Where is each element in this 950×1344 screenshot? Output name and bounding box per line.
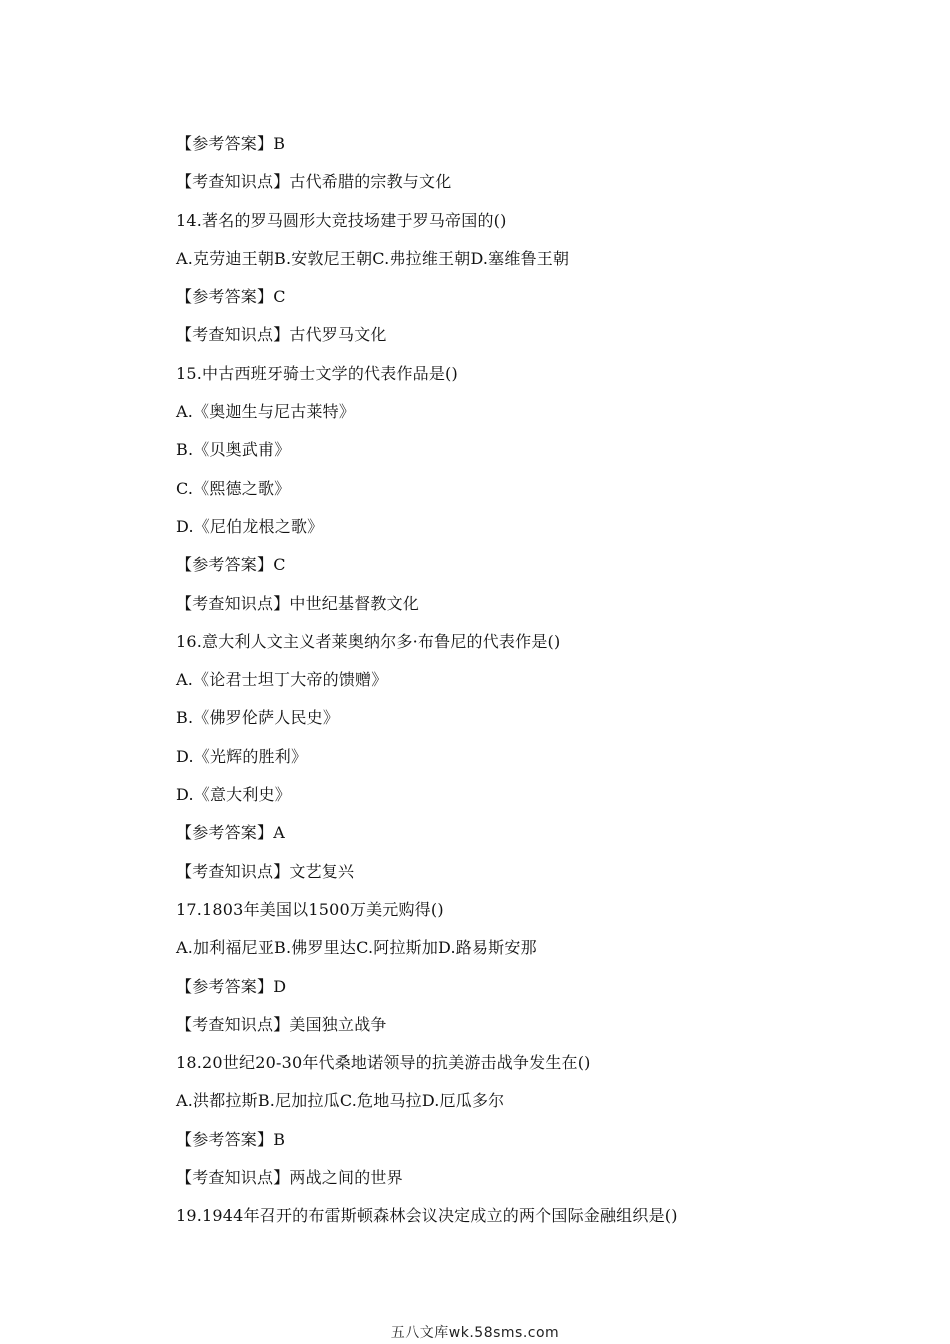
question-17-options: A.加利福尼亚B.佛罗里达C.阿拉斯加D.路易斯安那	[176, 938, 537, 958]
footer-watermark-text: 五八文库wk.58sms.com	[390, 1325, 560, 1341]
question-14: 14.著名的罗马圆形大竞技场建于罗马帝国的()	[176, 210, 507, 230]
question-15-option-b: B.《贝奥武甫》	[176, 440, 291, 460]
answer-line: 【参考答案】A	[176, 823, 285, 843]
question-16: 16.意大利人文主义者莱奥纳尔多·布鲁尼的代表作是()	[176, 631, 561, 651]
answer-line: 【参考答案】D	[176, 976, 287, 996]
question-15: 15.中古西班牙骑士文学的代表作品是()	[176, 363, 458, 383]
answer-line: 【参考答案】C	[176, 555, 286, 575]
question-14-options: A.克劳迪王朝B.安敦尼王朝C.弗拉维王朝D.塞维鲁王朝	[176, 248, 570, 268]
document-body	[176, 132, 876, 1243]
question-16-option-c: D.《光辉的胜利》	[176, 746, 308, 766]
question-18: 18.20世纪20-30年代桑地诺领导的抗美游击战争发生在()	[176, 1053, 591, 1073]
answer-line: 【参考答案】C	[176, 287, 286, 307]
question-16-option-a: A.《论君士坦丁大帝的馈赠》	[176, 670, 388, 690]
question-15-option-a: A.《奥迦生与尼古莱特》	[176, 402, 356, 422]
question-17: 17.1803年美国以1500万美元购得()	[176, 899, 444, 919]
knowledge-point-line: 【考查知识点】中世纪基督教文化	[176, 593, 420, 613]
knowledge-point-line: 【考查知识点】古代罗马文化	[176, 325, 387, 345]
knowledge-point-line: 【考查知识点】古代希腊的宗教与文化	[176, 172, 452, 192]
knowledge-point-line: 【考查知识点】两战之间的世界	[176, 1168, 403, 1188]
knowledge-point-line: 【考查知识点】美国独立战争	[176, 1014, 387, 1034]
question-19: 19.1944年召开的布雷斯顿森林会议决定成立的两个国际金融组织是()	[176, 1206, 678, 1226]
question-15-option-d: D.《尼伯龙根之歌》	[176, 516, 324, 536]
answer-line: 【参考答案】B	[176, 1129, 286, 1149]
question-16-option-b: B.《佛罗伦萨人民史》	[176, 708, 340, 728]
question-15-option-c: C.《熙德之歌》	[176, 478, 291, 498]
knowledge-point-line: 【考查知识点】文艺复兴	[176, 861, 355, 881]
answer-line: 【参考答案】B	[176, 134, 286, 153]
question-18-options: A.洪都拉斯B.尼加拉瓜C.危地马拉D.厄瓜多尔	[176, 1091, 505, 1111]
question-16-option-d: D.《意大利史》	[176, 785, 291, 805]
